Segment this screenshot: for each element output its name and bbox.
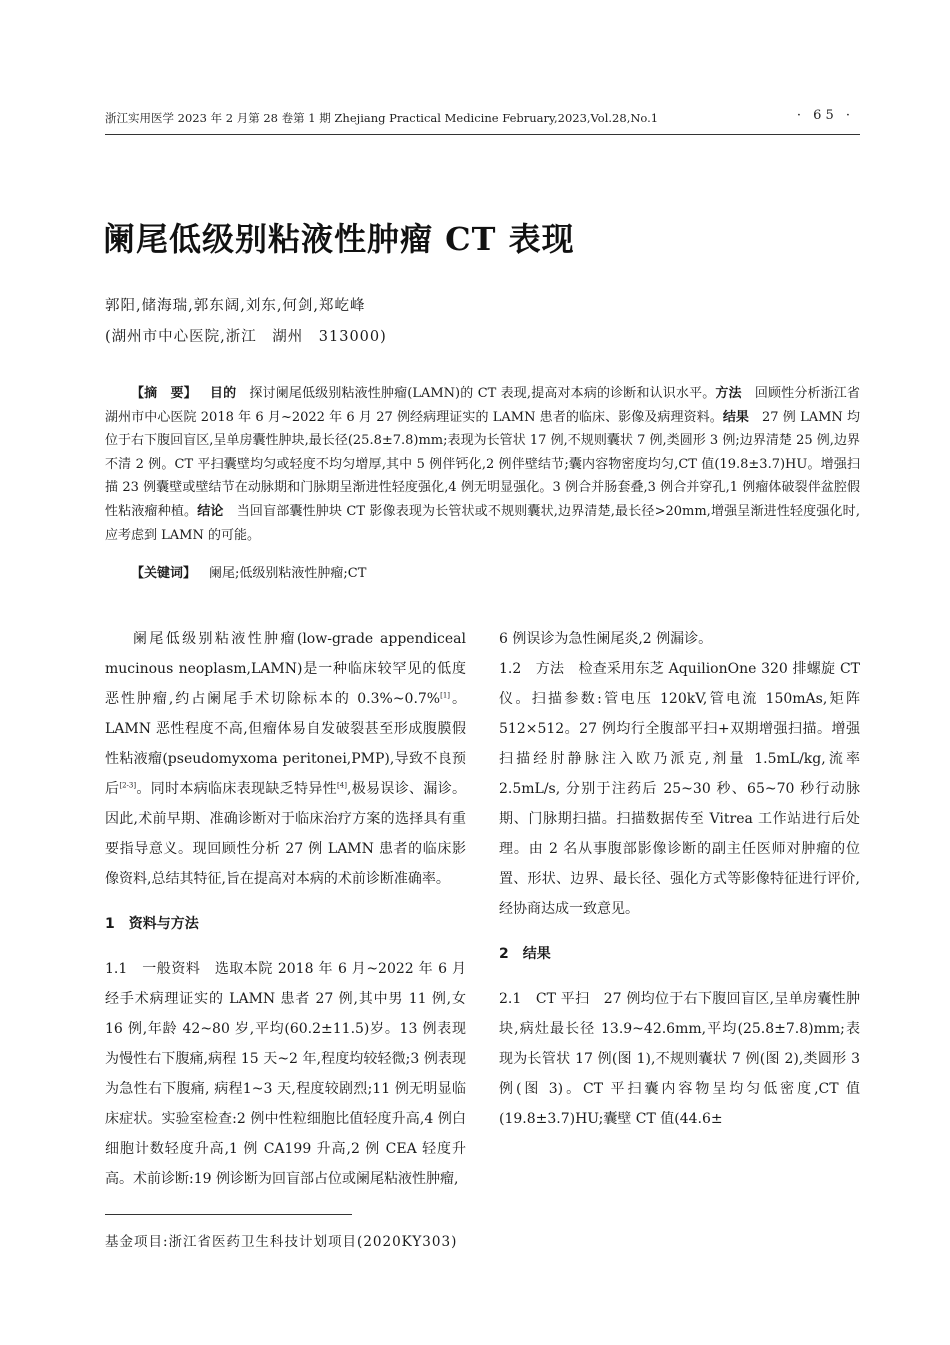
section-1-heading: 1 资料与方法: [105, 916, 199, 932]
section-1-2-label: 1.2 方法: [499, 661, 579, 677]
purpose-label: 目的: [209, 386, 237, 401]
column-right: [499, 624, 860, 1134]
footnote-rule: [105, 1214, 352, 1215]
author-list: 郭阳,储海瑞,郭东阔,刘东,何剑,郑屹峰: [105, 298, 366, 314]
running-header: [105, 110, 860, 126]
section-2-1: [499, 984, 860, 1134]
methods-text: 回顾性分析浙江省湖州市中心医院 2018 年 6 月~2022 年 6 月 27 例经病理证实的 LAMN 患者的临床、影像及病理资料。: [105, 386, 860, 425]
funding-footnote: 基金项目:浙江省医药卫生科技计划项目(2020KY303): [105, 1234, 458, 1250]
conclusion-label: 结论: [197, 503, 224, 519]
intro-text-d: ,极易误诊、漏诊。因此,术前早期、准确诊断对于临床治疗方案的选择具有重要指导意义。现回顾性分析 27 例 LAMN 患者的临床影像资料,总结其特征,旨在提高对本病的术前诊断准确率。: [105, 781, 467, 887]
results-text: 27 例 LAMN 均位于右下腹回盲区,呈单房囊性肿块,最长径(25.8±7.8)mm;表现为长管状 17 例,不规则囊状 7 例,类圆形 3 例;边界清楚 25 例,边界不清 2 例。CT 平扫囊壁均匀或轻度不均匀增厚,其中 5 例伴钙化,2 例伴壁结节;囊内容物密度均匀,CT 值(19.8±3.7)HU。增强扫描 23 例囊壁或壁结节在动脉期和门脉期呈渐进性轻度强化,4 例无明显强化。3 例合并肠套叠,3 例合并穿孔,1 例瘤体破裂伴盆腔假性粘液瘤种植。: [105, 409, 860, 519]
article-title: 阑尾低级别粘液性肿瘤 CT 表现: [103, 220, 575, 258]
intro-text-b: 。LAMN 恶性程度不高,但瘤体易自发破裂甚至形成腹膜假性粘液瘤(pseudomyxoma peritonei,PMP),导致不良预后: [105, 691, 467, 797]
abstract: [105, 382, 860, 547]
keywords-label: 【关键词】: [131, 566, 197, 581]
conclusion-text: 当回盲部囊性肿块 CT 影像表现为长管状或不规则囊状,边界清楚,最长径>20mm,增强呈渐进性轻度强化时,应考虑到 LAMN 的可能。: [105, 503, 860, 543]
section-2-1-text: 27 例均位于右下腹回盲区,呈单房囊性肿块,病灶最长径 13.9~42.6mm,平均(25.8±7.8)mm;表现为长管状 17 例(图 1),不规则囊状 7 例(图 2),类圆形 3 例(图 3)。CT 平扫囊内容物呈均匀低密度,CT 值(19.8±3.7)HU;囊壁 CT 值(44.6±: [499, 991, 861, 1127]
section-1-2: [499, 654, 860, 924]
purpose-text: 探讨阑尾低级别粘液性肿瘤(LAMN)的 CT 表现,提高对本病的诊断和认识水平。: [249, 386, 716, 401]
section-1-1-text: 选取本院 2018 年 6 月~2022 年 6 月经手术病理证实的 LAMN 患者 27 例,其中男 11 例,女 16 例,年龄 42~80 岁,平均(60.2±11.5)岁。13 例表现为慢性右下腹痛,病程 15 天~2 年,程度均较轻微;3 例表现为急性右下腹痛, 病程1~3 天,程度较剧烈;11 例无明显临床症状。实验室检查:2 例中性粒细胞比值轻度升高,4 例白细胞计数轻度升高,1 例 CA199 升高,2 例 CEA 轻度升高。术前诊断:19 例诊断为回盲部占位或阑尾粘液性肿瘤,: [105, 961, 466, 1187]
keywords-text: 阑尾;低级别粘液性肿瘤;CT: [209, 566, 367, 581]
section-1-1: [105, 954, 466, 1194]
results-label: 结果: [722, 409, 750, 425]
citation-4: [4]: [337, 781, 347, 790]
intro-text-a: 阑尾低级别粘液性肿瘤(low-grade appendiceal mucinous neoplasm,LAMN)是一种临床较罕见的低度恶性肿瘤,约占阑尾手术切除标本的 0.3%~0.7%: [105, 631, 466, 707]
keywords: [105, 562, 860, 585]
section-1-2-text: 检查采用东芝 AquilionOne 320 排螺旋 CT 仪。扫描参数:管电压 120kV,管电流 150mAs,矩阵 512×512。27 例均行全腹部平扫+双期增强扫描。增强扫描经肘静脉注入欧乃派克,剂量 1.5mL/kg,流率 2.5mL/s, 分别于注药后 25~30 秒、65~70 秒行动脉期、门脉期扫描。扫描数据传至 Vitrea 工作站进行后处理。由 2 名从事腹部影像诊断的副主任医师对肿瘤的位置、形状、边界、最长径、强化方式等影像特征进行评价,经协商达成一致意见。: [499, 661, 861, 917]
journal-info: 浙江实用医学 2023 年 2 月第 28 卷第 1 期 Zhejiang Practical Medicine February,2023,Vol.28,No.1: [105, 111, 659, 125]
intro-paragraph: [105, 624, 466, 894]
citation-1: [1]: [440, 691, 451, 700]
page-number: · 65 ·: [796, 108, 854, 123]
methods-label: 方法: [715, 386, 742, 401]
column-left: [105, 624, 466, 1194]
section-1-1-label: 1.1 一般资料: [105, 961, 215, 977]
section-2-1-label: 2.1 CT 平扫: [499, 991, 604, 1007]
section-1-1-continued: 6 例误诊为急性阑尾炎,2 例漏诊。: [499, 631, 713, 647]
intro-text-c: 。同时本病临床表现缺乏特异性: [136, 781, 338, 797]
affiliation: (湖州市中心医院,浙江 湖州 313000): [105, 329, 387, 345]
citation-2-3: [2-3]: [119, 781, 137, 790]
section-2-heading: 2 结果: [499, 946, 551, 962]
abstract-label: 【摘 要】: [131, 386, 197, 401]
header-rule: [105, 134, 860, 135]
